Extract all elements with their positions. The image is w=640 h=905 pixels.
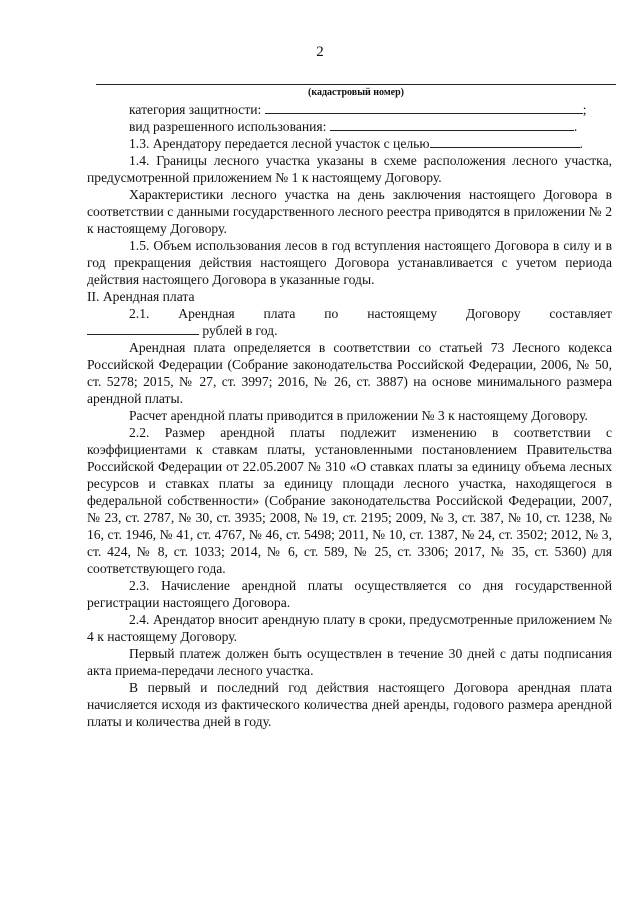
field-category-line: категория защитности: ; xyxy=(129,102,587,117)
clause-2-1-word: плата xyxy=(263,306,296,321)
field-category-blank xyxy=(265,101,583,114)
clause-2-1-line xyxy=(87,305,612,322)
paragraph-first-last-year: В первый и последний год действия настоящего Договора арендная плата начисляется исходя из фактического количества дней аренды, годового размера арендной платы и количества дней в году. xyxy=(87,680,612,729)
clause-2-3: 2.3. Начисление арендной платы осуществляется со дня государственной регистрации настоящего Договора. xyxy=(87,578,612,610)
field-use-line: вид разрешенного использования: . xyxy=(129,119,578,134)
clause-1-4: 1.4. Границы лесного участка указаны в схеме расположения лесного участка, предусмотренной приложением № 1 к настоящему Договору. xyxy=(87,153,612,185)
clause-1-3-blank xyxy=(430,135,580,148)
clause-1-3: 1.3. Арендатору передается лесной участок с целью . xyxy=(129,136,583,151)
paragraph-characteristics: Характеристики лесного участка на день заключения настоящего Договора в соответствии с данными государственного лесного реестра приводятся в приложении № 2 к настоящему Договору. xyxy=(87,187,612,236)
page-number: 2 xyxy=(316,44,324,60)
document-body xyxy=(87,101,612,730)
paragraph-first-payment: Первый платеж должен быть осуществлен в течение 30 дней с даты подписания акта приема-передачи лесного участка. xyxy=(87,646,612,678)
section-2-title: II. Арендная плата xyxy=(87,289,195,304)
clause-2-2: 2.2. Размер арендной платы подлежит изменению в соответствии с коэффициентами к ставкам платы, установленными постановлением Правительства Российской Федерации от 22.05.2007 № 310 «О ставках платы за единицу объема лесных ресурсов и ставках платы за единицу площади лесного участка, находящегося в федеральной собственности» (Собрание законодательства Российской Федерации, 2007, № 23, ст. 2787, № 30, ст. 3935; 2008, № 19, ст. 2195; 2009, № 3, ст. 387, № 10, ст. 1238, № 16, ст. 1946, № 41, ст. 4767, № 46, ст. 5498; 2011, № 10, ст. 1387, № 24, ст. 3502; 2012, № 3, ст. 424, № 8, ст. 1033; 2014, № 6, ст. 589, № 25, ст. 3306; 2017, № 35, ст. 5360) для соответствующего года. xyxy=(87,425,612,576)
clause-1-5: 1.5. Объем использования лесов в год вступления настоящего Договора в силу и в год прекращения действия настоящего Договора устанавливается с учетом периода действия настоящего Договора в указанные годы. xyxy=(87,238,612,287)
clause-2-4: 2.4. Арендатор вносит арендную плату в сроки, предусмотренные приложением № 4 к настоящему Договору. xyxy=(87,612,612,644)
clause-2-1-tail: рублей в год. xyxy=(202,323,278,338)
cadastral-number-caption: (кадастровый номер) xyxy=(308,87,404,98)
clause-2-1-word: Арендная xyxy=(178,306,235,321)
clause-2-1-word: Договору xyxy=(465,306,521,321)
rent-amount-blank xyxy=(87,322,199,335)
cadastral-number-line xyxy=(96,84,616,85)
clause-2-1-word: 2.1. xyxy=(129,306,150,321)
clause-2-1-word: по xyxy=(324,306,339,321)
field-use-label: вид разрешенного использования: xyxy=(129,119,327,134)
clause-2-1-word: настоящему xyxy=(367,306,437,321)
field-use-blank xyxy=(330,118,574,131)
paragraph-rent-calculation: Расчет арендной платы приводится в приложении № 3 к настоящему Договору. xyxy=(129,408,588,423)
clause-2-1-word: составляет xyxy=(549,306,612,321)
clause-2-1-amount xyxy=(87,322,612,339)
clause-1-3-text: 1.3. Арендатору передается лесной участок с целью xyxy=(129,136,430,151)
field-category-label: категория защитности: xyxy=(129,102,262,117)
paragraph-rent-determined: Арендная плата определяется в соответствии со статьей 73 Лесного кодекса Российской Федерации (Собрание законодательства Российской Федерации, 2006, № 50, ст. 5278; 2015, № 27, ст. 3997; 2016, № 26, ст. 3887) на основе минимального размера арендной платы. xyxy=(87,340,612,406)
